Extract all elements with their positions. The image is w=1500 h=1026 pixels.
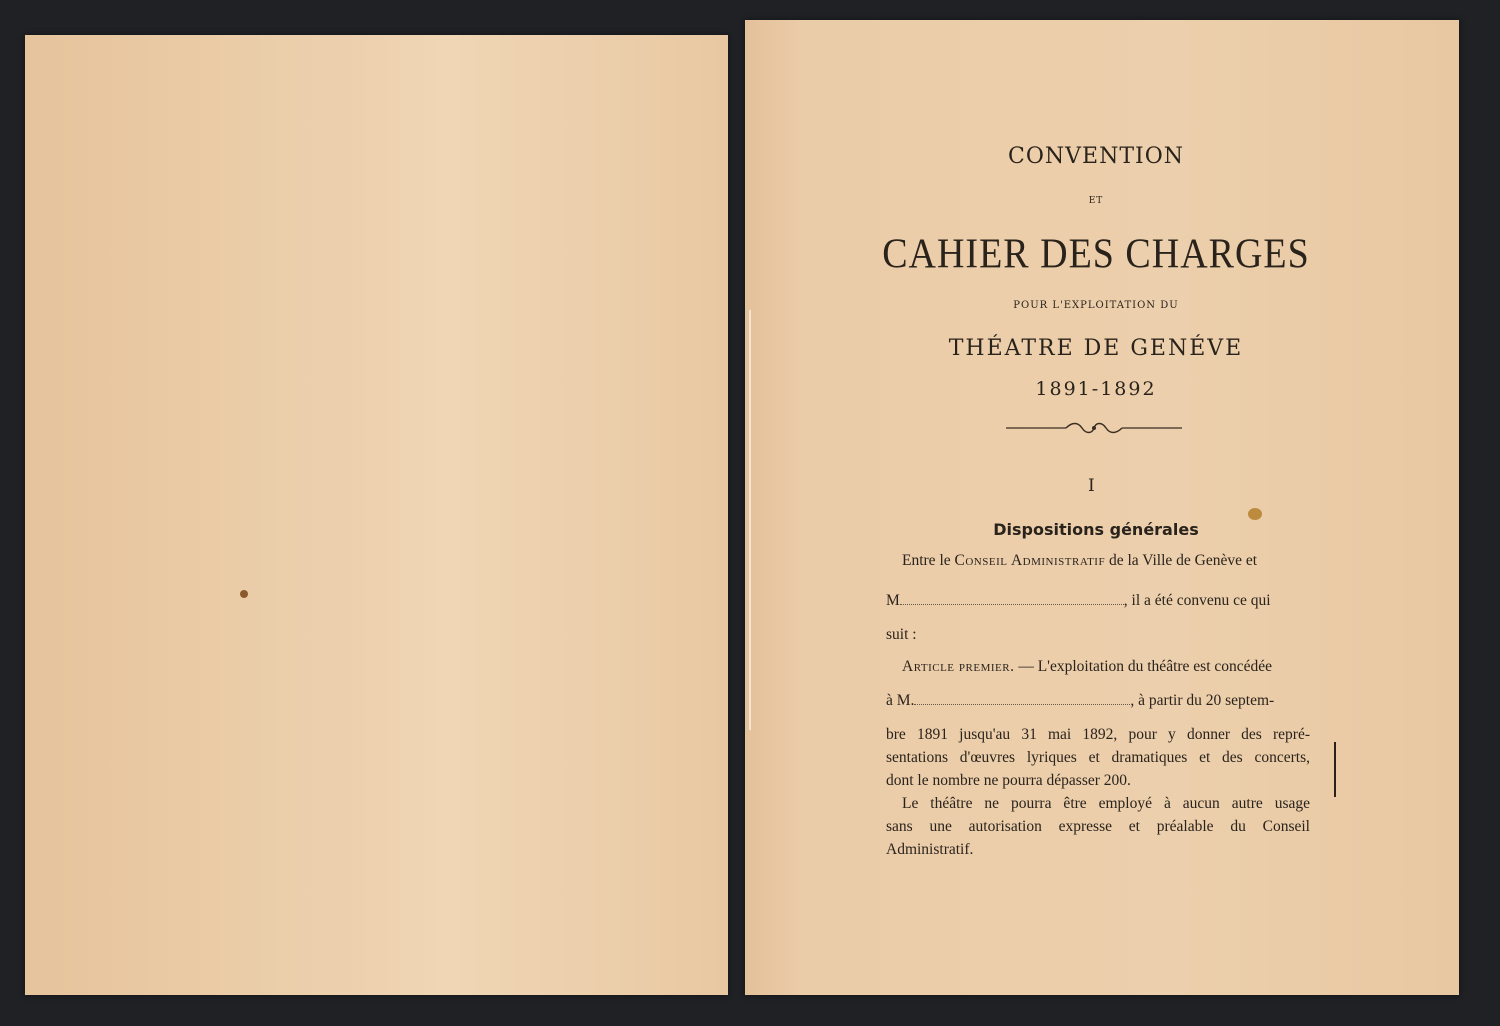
title-cahier-des-charges: CAHIER DES CHARGES bbox=[882, 230, 1310, 278]
title-et: ET bbox=[1088, 196, 1104, 206]
title-subtitle: POUR L'EXPLOITATION DU bbox=[1013, 300, 1179, 311]
m-line: M , il a été convenu ce qui bbox=[886, 592, 1271, 609]
suit-line: suit : bbox=[886, 626, 917, 643]
title-years: 1891-1892 bbox=[1035, 378, 1157, 400]
paragraph1-line2: sentations d'œuvres lyriques et dramatiques et des concerts, bbox=[886, 749, 1310, 766]
paragraph1-line3: dont le nombre ne pourra dépasser 200. bbox=[886, 772, 1131, 789]
ornament-divider bbox=[1006, 420, 1182, 436]
paragraph2-line1: Le théâtre ne pourra être employé à aucun autre usage bbox=[902, 795, 1310, 812]
intro-line: Entre le Conseil Administratif de la Ville de Genève et bbox=[902, 552, 1258, 569]
section-number: I bbox=[1088, 476, 1095, 496]
paragraph1-line1: bre 1891 jusqu'au 31 mai 1892, pour y donner des repré- bbox=[886, 726, 1310, 743]
paper-stain bbox=[240, 590, 248, 598]
a-m-line: à M. , à partir du 20 septem- bbox=[886, 692, 1275, 709]
paragraph2-line2: sans une autorisation expresse et préalable du Conseil bbox=[886, 818, 1310, 835]
title-convention: CONVENTION bbox=[1008, 144, 1184, 169]
title-theatre: THÉATRE DE GENÉVE bbox=[948, 336, 1244, 361]
article-premier-line: Article premier. — L'exploitation du théâtre est concédée bbox=[902, 658, 1273, 675]
section-heading: Dispositions générales bbox=[993, 520, 1199, 539]
paper-stain bbox=[1248, 508, 1262, 520]
margin-mark bbox=[1334, 742, 1336, 797]
paragraph2-line3: Administratif. bbox=[886, 841, 974, 858]
left-page bbox=[25, 35, 728, 995]
